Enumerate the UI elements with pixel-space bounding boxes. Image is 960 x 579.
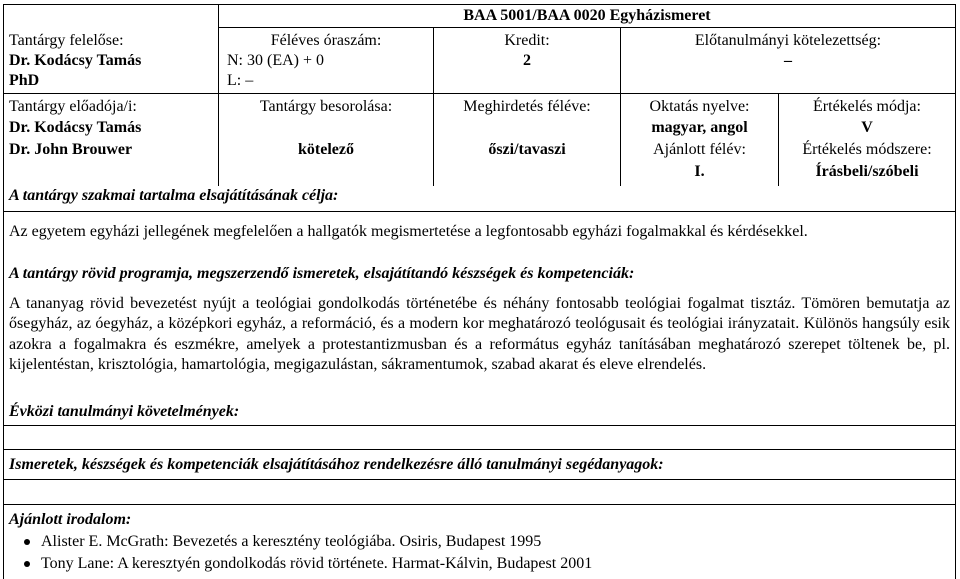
oraszam-l: L: – xyxy=(227,72,254,89)
table-border-left xyxy=(3,4,4,579)
row-divider xyxy=(3,211,956,212)
row-divider xyxy=(3,449,956,450)
nyelv-label: Oktatás nyelve: xyxy=(649,98,750,115)
course-title: BAA 5001/BAA 0020 Egyházismeret xyxy=(463,7,711,24)
segedanyag-heading: Ismeretek, készségek és kompetenciák elsajátításához rendelkezésre álló tanulmányi segédanyagok: xyxy=(9,456,664,473)
ajanlott-felev-value: I. xyxy=(694,163,705,180)
nyelv-value: magyar, angol xyxy=(651,119,748,136)
row-divider xyxy=(3,425,956,426)
evkozi-heading: Évközi tanulmányi követelmények: xyxy=(9,403,240,420)
bullet-icon xyxy=(24,539,30,545)
felelos-name: Dr. Kodácsy Tamás xyxy=(9,52,142,69)
row-divider xyxy=(3,479,956,480)
eloado-name-2: Dr. John Brouwer xyxy=(9,141,133,158)
row-divider xyxy=(218,27,956,28)
oraszam-label: Féléves óraszám: xyxy=(270,32,382,49)
ertekeles-modszer-value: Írásbeli/szóbeli xyxy=(815,163,919,180)
kredit-label: Kredit: xyxy=(504,32,550,49)
irodalom-heading: Ajánlott irodalom: xyxy=(9,511,132,528)
eloado-name-1: Dr. Kodácsy Tamás xyxy=(9,119,142,136)
list-item: Alister E. McGrath: Bevezetés a keresztény teológiába. Osiris, Budapest 1995 xyxy=(41,533,542,550)
meghirdetes-label: Meghirdetés féléve: xyxy=(463,98,591,115)
meghirdetes-value: őszi/tavaszi xyxy=(488,141,566,158)
list-item: Tony Lane: A keresztyén gondolkodás rövid története. Harmat-Kálvin, Budapest 2001 xyxy=(41,555,593,572)
cel-text: Az egyetem egyházi jellegének megfelelően a hallgatók megismertetése a legfontosabb egyházi fogalmakkal és kérdésekkel. xyxy=(9,223,808,240)
ertekeles-mod-label: Értékelés módja: xyxy=(813,98,921,115)
ertekeles-modszer-label: Értékelés módszere: xyxy=(802,141,932,158)
program-heading: A tantárgy rövid programja, megszerzendő ismeretek, elsajátítandó készségek és kompetenciák: xyxy=(9,265,635,282)
cel-heading: A tantárgy szakmai tartalma elsajátításának célja: xyxy=(9,187,339,204)
row-divider xyxy=(3,93,956,94)
oraszam-n: N: 30 (EA) + 0 xyxy=(227,52,325,69)
felelos-title: PhD xyxy=(9,72,40,89)
ertekeles-mod-value: V xyxy=(861,119,873,136)
row-divider xyxy=(3,504,956,505)
besorolas-label: Tantárgy besorolása: xyxy=(259,98,393,115)
ajanlott-felev-label: Ajánlott félév: xyxy=(653,141,746,158)
kredit-value: 2 xyxy=(523,52,531,69)
elotanulmany-label: Előtanulmányi kötelezettség: xyxy=(694,32,882,49)
besorolas-value: kötelező xyxy=(298,141,354,158)
program-text: A tananyag rövid bevezetést nyújt a teológiai gondolkodás történetébe és néhány fontosabb teológiai fogalmat tisztáz. Tömören bemutatja az ősegyház, az óegyház, a középkori egyház, a reformáció, és a modern kor meghatározó teológusait és teológiai irányzatait. Különös hangsúly esik azokra a fogalmakra és eszmékre, amelyek a protestantizmusban és a református egyház tanításában meghatározó szerepet töltenek be, pl. kijelentéstan, krisztológia, hamartológia, megigazulástan, sákramentumok, szabad akarat és eleve elrendelés. xyxy=(9,295,950,374)
eloado-label: Tantárgy előadója/i: xyxy=(9,98,137,115)
bullet-icon xyxy=(24,561,30,567)
table-border-right xyxy=(955,4,956,579)
elotanulmany-value: – xyxy=(784,52,792,69)
felelos-label: Tantárgy felelőse: xyxy=(9,32,124,49)
table-border-top xyxy=(3,4,956,5)
